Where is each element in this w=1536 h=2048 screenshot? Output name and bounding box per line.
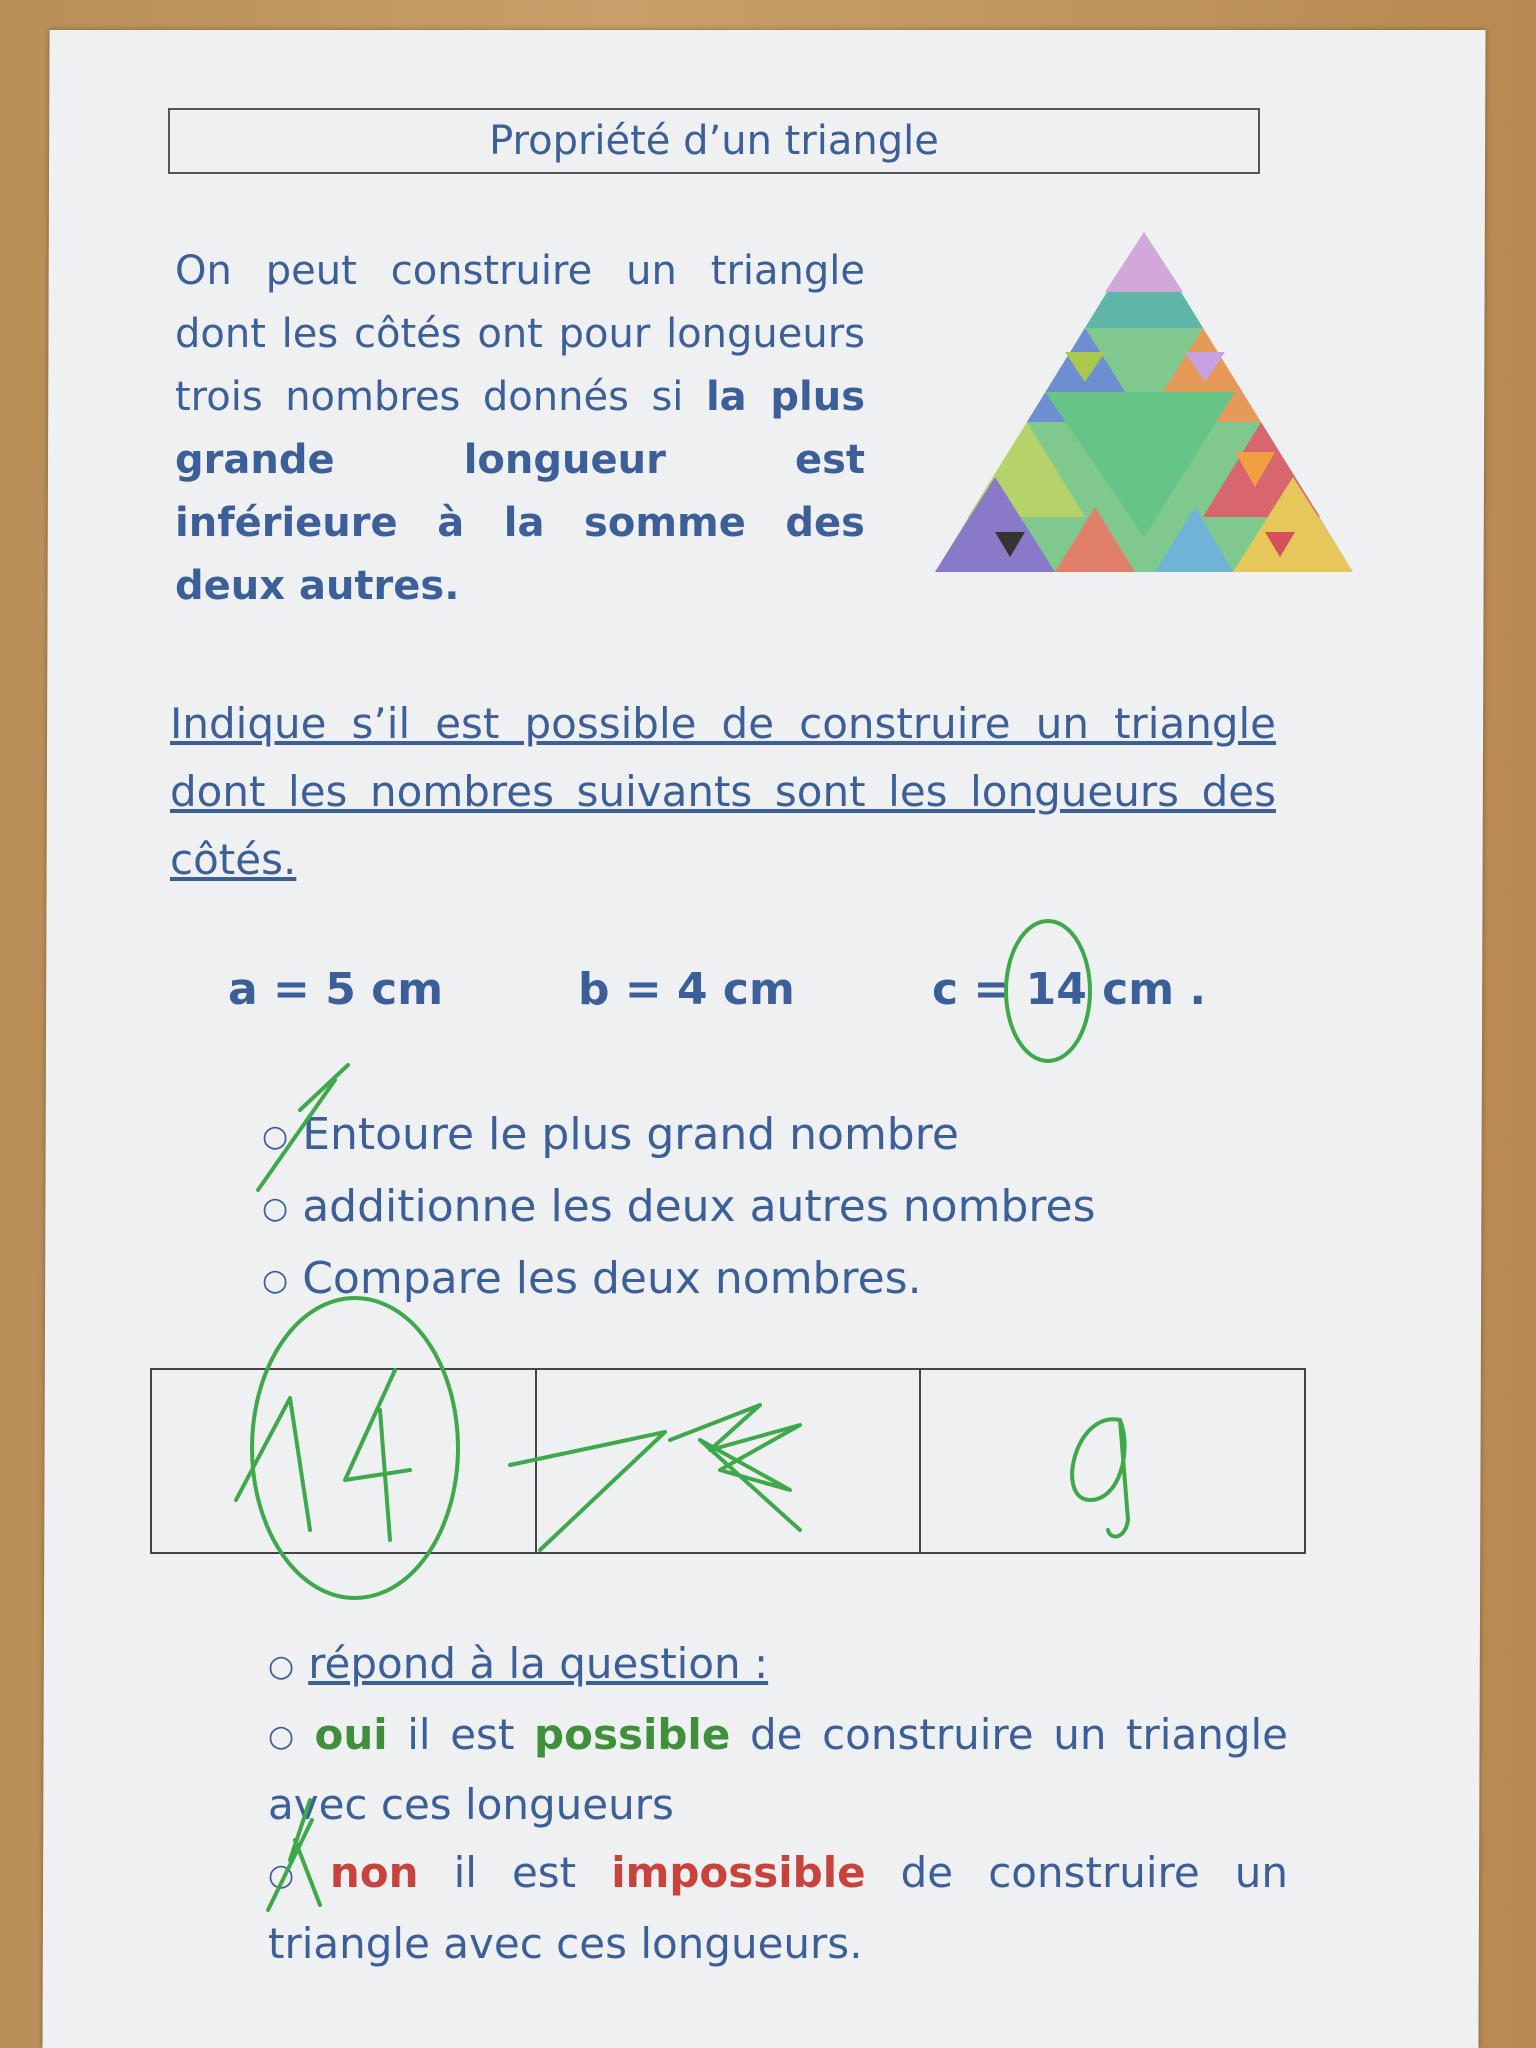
- page-title-text: Propriété d’un triangle: [489, 118, 939, 164]
- measure-c: [932, 964, 1206, 1015]
- choice-non[interactable]: [268, 1839, 1288, 1978]
- step-text: additionne les deux autres nombres: [302, 1181, 1096, 1232]
- measure-b: b = 4 cm: [578, 964, 795, 1015]
- answer-prompt-text: répond à la question :: [308, 1639, 769, 1688]
- rule-paragraph: [175, 240, 865, 618]
- page-title: [168, 108, 1260, 174]
- oui-mid: il est: [387, 1709, 535, 1759]
- oui-end: de construire un triangle avec ces longueurs: [268, 1709, 1288, 1829]
- rule-text-end: .: [444, 563, 460, 609]
- choice-oui[interactable]: [268, 1701, 1288, 1840]
- step-text: Entoure le plus grand nombre: [302, 1109, 959, 1160]
- oui-word: oui: [314, 1709, 388, 1759]
- steps-list: [262, 1100, 1096, 1316]
- step-item: [262, 1172, 1096, 1244]
- answer-cell-largest[interactable]: [152, 1370, 537, 1552]
- non-mid: il est: [418, 1848, 612, 1897]
- bullet-icon: ○: [262, 1191, 289, 1226]
- measure-c-prefix: c =: [932, 964, 1026, 1015]
- bullet-icon: ○: [262, 1119, 289, 1154]
- possible-word: possible: [534, 1709, 731, 1759]
- rule-text-bold: la plus grande longueur est inférieure à la somme des deux autres: [175, 374, 866, 609]
- measure-c-suffix: cm .: [1086, 964, 1207, 1015]
- rule-text-start: On peut construire un triangle dont les côtés ont pour longueurs trois nombres donnés si: [175, 248, 865, 420]
- bullet-icon: ○: [268, 1719, 301, 1754]
- step-item: [262, 1244, 1096, 1316]
- bullet-icon: ○: [268, 1857, 316, 1893]
- answer-choices: [268, 1630, 1288, 1978]
- non-word: non: [329, 1848, 419, 1897]
- step-item: [262, 1100, 1096, 1172]
- measure-c-value: 14: [1025, 964, 1087, 1015]
- impossible-word: impossible: [611, 1848, 866, 1897]
- answer-prompt: [268, 1630, 1288, 1701]
- measure-a: a = 5 cm: [228, 964, 444, 1015]
- mosaic-triangle-image: [935, 232, 1353, 572]
- non-end: de construire un triangle avec ces longueurs.: [268, 1848, 1288, 1968]
- bullet-icon: ○: [262, 1263, 289, 1298]
- step-text: Compare les deux nombres.: [302, 1253, 922, 1304]
- answer-table: [150, 1368, 1306, 1554]
- answer-cell-sum[interactable]: [921, 1370, 1304, 1552]
- answer-cell-comparison[interactable]: [537, 1370, 922, 1552]
- exercise-instruction: Indique s’il est possible de construire un triangle dont les nombres suivants sont les longueurs des côtés.: [170, 699, 1276, 884]
- bullet-icon: ○: [268, 1648, 295, 1684]
